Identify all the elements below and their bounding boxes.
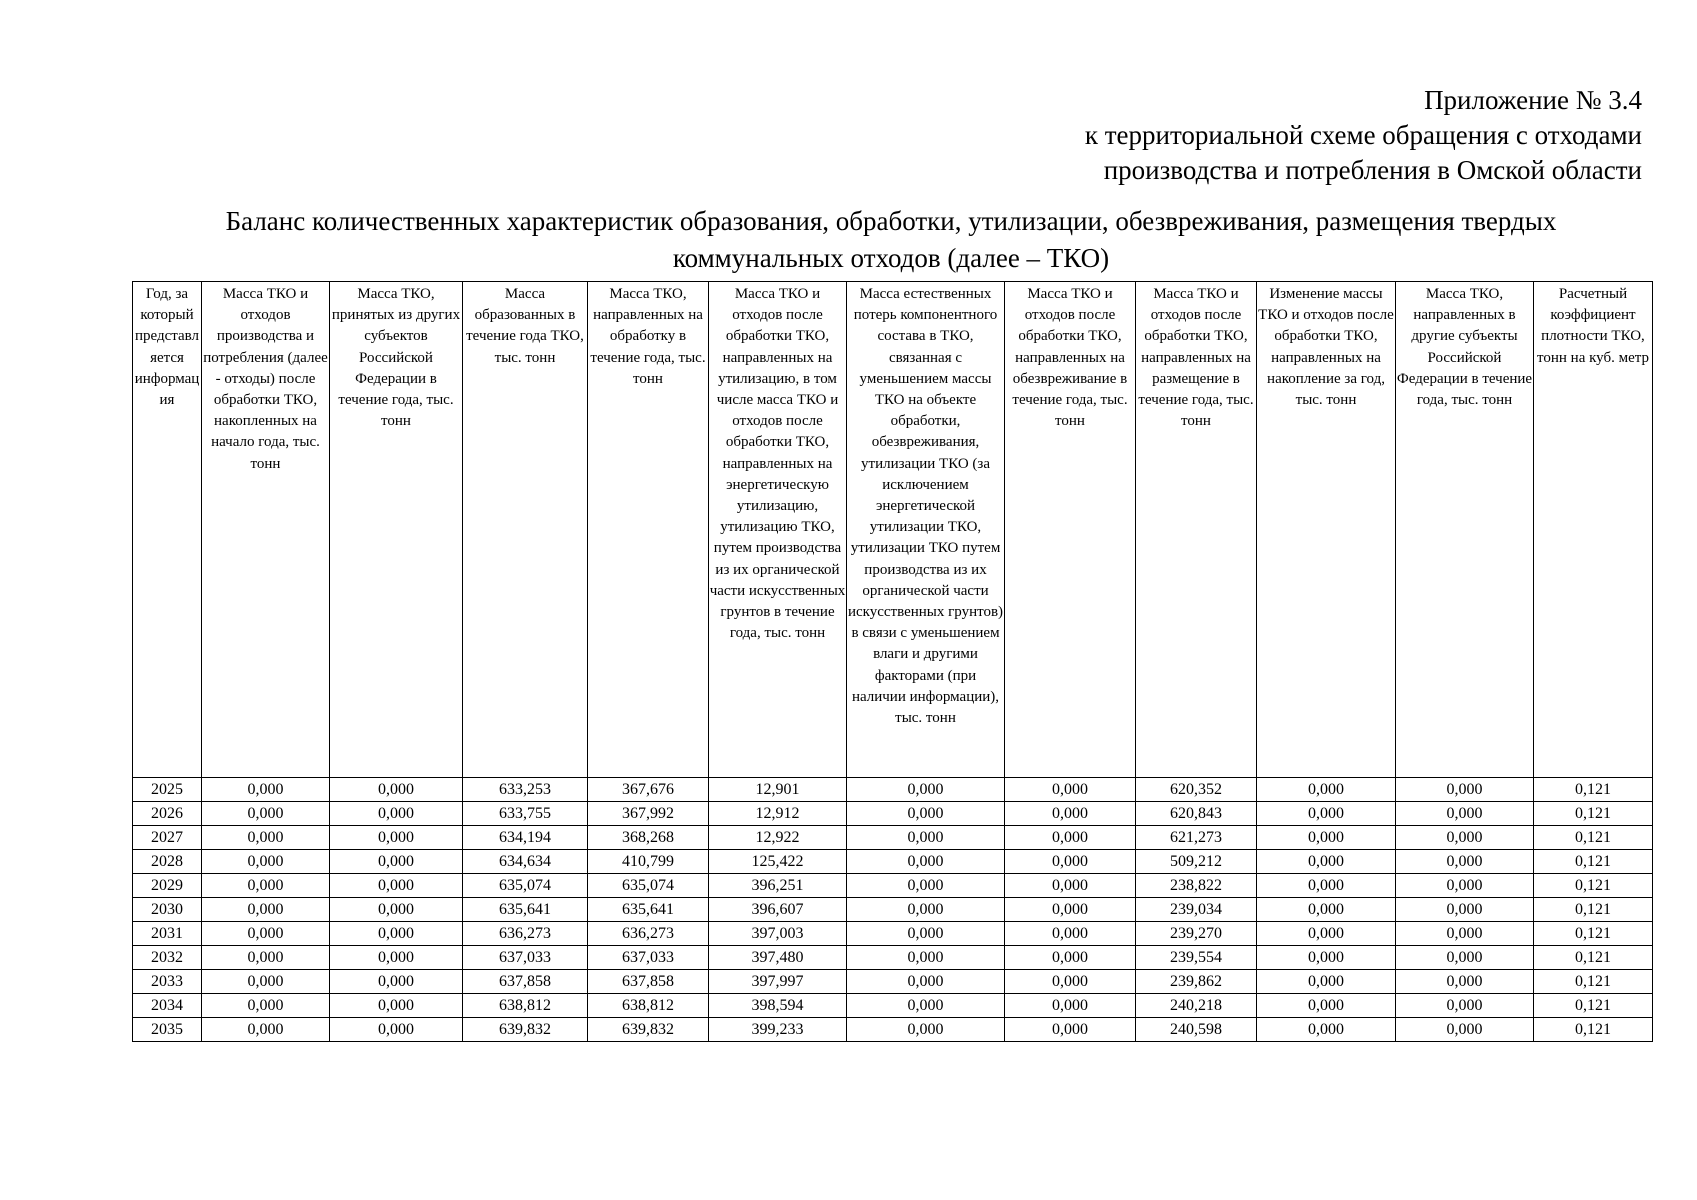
value-cell: 634,634	[463, 850, 588, 874]
value-cell: 0,000	[330, 826, 463, 850]
table-row	[133, 874, 1653, 898]
value-cell: 637,858	[588, 970, 709, 994]
value-cell: 0,000	[847, 898, 1005, 922]
value-cell: 0,000	[330, 874, 463, 898]
value-cell: 238,822	[1136, 874, 1257, 898]
value-cell: 0,121	[1534, 826, 1653, 850]
year-cell: 2031	[133, 922, 202, 946]
value-cell: 0,000	[847, 826, 1005, 850]
value-cell: 0,000	[1005, 850, 1136, 874]
value-cell: 0,000	[202, 778, 330, 802]
value-cell: 0,000	[1257, 850, 1396, 874]
appendix-reference-line-2: производства и потребления в Омской области	[1103, 155, 1642, 185]
value-cell: 0,121	[1534, 850, 1653, 874]
appendix-caption	[1085, 83, 1642, 188]
value-cell: 0,000	[1396, 850, 1534, 874]
value-cell: 0,000	[847, 922, 1005, 946]
value-cell: 0,000	[330, 970, 463, 994]
value-cell: 125,422	[709, 850, 847, 874]
value-cell: 0,000	[1257, 994, 1396, 1018]
value-cell: 0,000	[847, 802, 1005, 826]
value-cell: 12,912	[709, 802, 847, 826]
value-cell: 0,000	[330, 778, 463, 802]
value-cell: 0,000	[1396, 946, 1534, 970]
value-cell: 367,992	[588, 802, 709, 826]
value-cell: 0,000	[847, 1018, 1005, 1042]
value-cell: 0,000	[1257, 1018, 1396, 1042]
value-cell: 0,121	[1534, 994, 1653, 1018]
table-row	[133, 946, 1653, 970]
value-cell: 0,000	[1005, 946, 1136, 970]
column-header: Масса ТКО и отходов после обработки ТКО, направленных на утилизацию, в том числе масса ТКО и отходов после обработки ТКО, направленных на энергетическую утилизацию, утилизацию ТКО, путем производства из их органической части искусственных грунтов в течение года, тыс. тонн	[709, 282, 847, 778]
value-cell: 0,000	[202, 826, 330, 850]
value-cell: 0,000	[202, 802, 330, 826]
value-cell: 239,270	[1136, 922, 1257, 946]
year-cell: 2035	[133, 1018, 202, 1042]
value-cell: 509,212	[1136, 850, 1257, 874]
value-cell: 636,273	[588, 922, 709, 946]
value-cell: 0,000	[330, 946, 463, 970]
document-title-line-1: Баланс количественных характеристик образования, обработки, утилизации, обезвреживания, размещения твердых	[225, 206, 1557, 236]
value-cell: 397,003	[709, 922, 847, 946]
value-cell: 0,121	[1534, 898, 1653, 922]
column-header: Масса ТКО и отходов после обработки ТКО, направленных на размещение в течение года, тыс. тонн	[1136, 282, 1257, 778]
value-cell: 0,000	[1005, 874, 1136, 898]
column-header: Масса ТКО, направленных на обработку в течение года, тыс. тонн	[588, 282, 709, 778]
value-cell: 0,000	[1396, 898, 1534, 922]
table-body	[133, 778, 1653, 1042]
value-cell: 12,901	[709, 778, 847, 802]
value-cell: 0,000	[202, 898, 330, 922]
value-cell: 0,000	[1257, 922, 1396, 946]
value-cell: 410,799	[588, 850, 709, 874]
value-cell: 637,033	[463, 946, 588, 970]
value-cell: 621,273	[1136, 826, 1257, 850]
value-cell: 0,000	[1257, 874, 1396, 898]
value-cell: 396,251	[709, 874, 847, 898]
value-cell: 397,997	[709, 970, 847, 994]
value-cell: 638,812	[588, 994, 709, 1018]
value-cell: 0,000	[1005, 1018, 1136, 1042]
value-cell: 239,034	[1136, 898, 1257, 922]
table-row	[133, 850, 1653, 874]
value-cell: 635,641	[463, 898, 588, 922]
value-cell: 0,000	[330, 898, 463, 922]
value-cell: 0,121	[1534, 874, 1653, 898]
year-cell: 2034	[133, 994, 202, 1018]
column-header: Масса ТКО и отходов производства и потребления (далее - отходы) после обработки ТКО, накопленных на начало года, тыс. тонн	[202, 282, 330, 778]
appendix-reference-line-1: к территориальной схеме обращения с отходами	[1084, 120, 1642, 150]
column-header: Год, за который представляется информация	[133, 282, 202, 778]
value-cell: 0,000	[1396, 970, 1534, 994]
table-row	[133, 898, 1653, 922]
year-cell: 2027	[133, 826, 202, 850]
value-cell: 620,843	[1136, 802, 1257, 826]
year-cell: 2030	[133, 898, 202, 922]
value-cell: 396,607	[709, 898, 847, 922]
table-header	[133, 282, 1653, 778]
value-cell: 635,074	[588, 874, 709, 898]
value-cell: 0,000	[847, 946, 1005, 970]
appendix-number: Приложение № 3.4	[1424, 85, 1642, 115]
value-cell: 398,594	[709, 994, 847, 1018]
value-cell: 399,233	[709, 1018, 847, 1042]
table-row	[133, 994, 1653, 1018]
value-cell: 0,000	[1396, 1018, 1534, 1042]
value-cell: 0,000	[1257, 826, 1396, 850]
value-cell: 367,676	[588, 778, 709, 802]
table-row	[133, 1018, 1653, 1042]
value-cell: 240,598	[1136, 1018, 1257, 1042]
table-row	[133, 802, 1653, 826]
value-cell: 0,000	[202, 850, 330, 874]
value-cell: 0,000	[1005, 898, 1136, 922]
column-header: Изменение массы ТКО и отходов после обработки ТКО, направленных на накопление за год, тыс. тонн	[1257, 282, 1396, 778]
value-cell: 0,000	[1005, 802, 1136, 826]
value-cell: 0,000	[847, 850, 1005, 874]
value-cell: 0,000	[1257, 778, 1396, 802]
value-cell: 0,000	[1396, 874, 1534, 898]
value-cell: 635,074	[463, 874, 588, 898]
value-cell: 0,000	[202, 922, 330, 946]
table-row	[133, 778, 1653, 802]
value-cell: 637,033	[588, 946, 709, 970]
value-cell: 0,000	[1005, 826, 1136, 850]
value-cell: 0,000	[202, 1018, 330, 1042]
value-cell: 0,000	[330, 1018, 463, 1042]
value-cell: 634,194	[463, 826, 588, 850]
table-row	[133, 826, 1653, 850]
value-cell: 0,000	[1257, 970, 1396, 994]
value-cell: 397,480	[709, 946, 847, 970]
value-cell: 12,922	[709, 826, 847, 850]
value-cell: 638,812	[463, 994, 588, 1018]
value-cell: 0,000	[1005, 778, 1136, 802]
column-header: Масса естественных потерь компонентного состава в ТКО, связанная с уменьшением массы ТКО на объекте обработки, обезвреживания, утилизации ТКО (за исключением энергетической утилизации ТКО, утилизации ТКО путем производства из их органической части искусственных грунтов) в связи с уменьшением влаги и другими факторами (при наличии информации), тыс. тонн	[847, 282, 1005, 778]
value-cell: 0,000	[202, 994, 330, 1018]
value-cell: 0,000	[847, 994, 1005, 1018]
value-cell: 620,352	[1136, 778, 1257, 802]
value-cell: 0,000	[1005, 922, 1136, 946]
value-cell: 0,000	[1396, 778, 1534, 802]
value-cell: 639,832	[588, 1018, 709, 1042]
value-cell: 636,273	[463, 922, 588, 946]
value-cell: 0,000	[847, 778, 1005, 802]
year-cell: 2033	[133, 970, 202, 994]
value-cell: 239,554	[1136, 946, 1257, 970]
value-cell: 0,000	[1257, 802, 1396, 826]
value-cell: 637,858	[463, 970, 588, 994]
table-row	[133, 922, 1653, 946]
year-cell: 2029	[133, 874, 202, 898]
value-cell: 0,000	[330, 802, 463, 826]
value-cell: 0,121	[1534, 970, 1653, 994]
value-cell: 0,121	[1534, 946, 1653, 970]
value-cell: 368,268	[588, 826, 709, 850]
value-cell: 0,000	[330, 922, 463, 946]
column-header: Масса образованных в течение года ТКО, тыс. тонн	[463, 282, 588, 778]
value-cell: 239,862	[1136, 970, 1257, 994]
value-cell: 639,832	[463, 1018, 588, 1042]
value-cell: 0,000	[1396, 994, 1534, 1018]
column-header: Расчетный коэффициент плотности ТКО, тонн на куб. метр	[1534, 282, 1653, 778]
value-cell: 0,121	[1534, 802, 1653, 826]
value-cell: 0,000	[1005, 994, 1136, 1018]
column-header: Масса ТКО, направленных в другие субъекты Российской Федерации в течение года, тыс. тонн	[1396, 282, 1534, 778]
document-title	[132, 203, 1650, 277]
value-cell: 0,000	[1257, 946, 1396, 970]
value-cell: 0,000	[330, 994, 463, 1018]
year-cell: 2026	[133, 802, 202, 826]
value-cell: 633,755	[463, 802, 588, 826]
year-cell: 2025	[133, 778, 202, 802]
value-cell: 0,000	[847, 970, 1005, 994]
value-cell: 0,000	[1257, 898, 1396, 922]
value-cell: 0,000	[202, 946, 330, 970]
document-title-line-2: коммунальных отходов (далее – ТКО)	[672, 243, 1110, 273]
value-cell: 240,218	[1136, 994, 1257, 1018]
value-cell: 635,641	[588, 898, 709, 922]
value-cell: 0,121	[1534, 1018, 1653, 1042]
value-cell: 0,000	[1396, 826, 1534, 850]
value-cell: 0,121	[1534, 778, 1653, 802]
value-cell: 0,121	[1534, 922, 1653, 946]
value-cell: 0,000	[1005, 970, 1136, 994]
value-cell: 0,000	[1396, 922, 1534, 946]
value-cell: 0,000	[202, 874, 330, 898]
value-cell: 0,000	[202, 970, 330, 994]
column-header: Масса ТКО, принятых из других субъектов Российской Федерации в течение года, тыс. тонн	[330, 282, 463, 778]
value-cell: 0,000	[1396, 802, 1534, 826]
year-cell: 2028	[133, 850, 202, 874]
value-cell: 0,000	[847, 874, 1005, 898]
column-header: Масса ТКО и отходов после обработки ТКО, направленных на обезвреживание в течение года, тыс. тонн	[1005, 282, 1136, 778]
table-row	[133, 970, 1653, 994]
value-cell: 0,000	[330, 850, 463, 874]
balance-table	[132, 281, 1653, 1042]
value-cell: 633,253	[463, 778, 588, 802]
year-cell: 2032	[133, 946, 202, 970]
header-row	[133, 282, 1653, 778]
